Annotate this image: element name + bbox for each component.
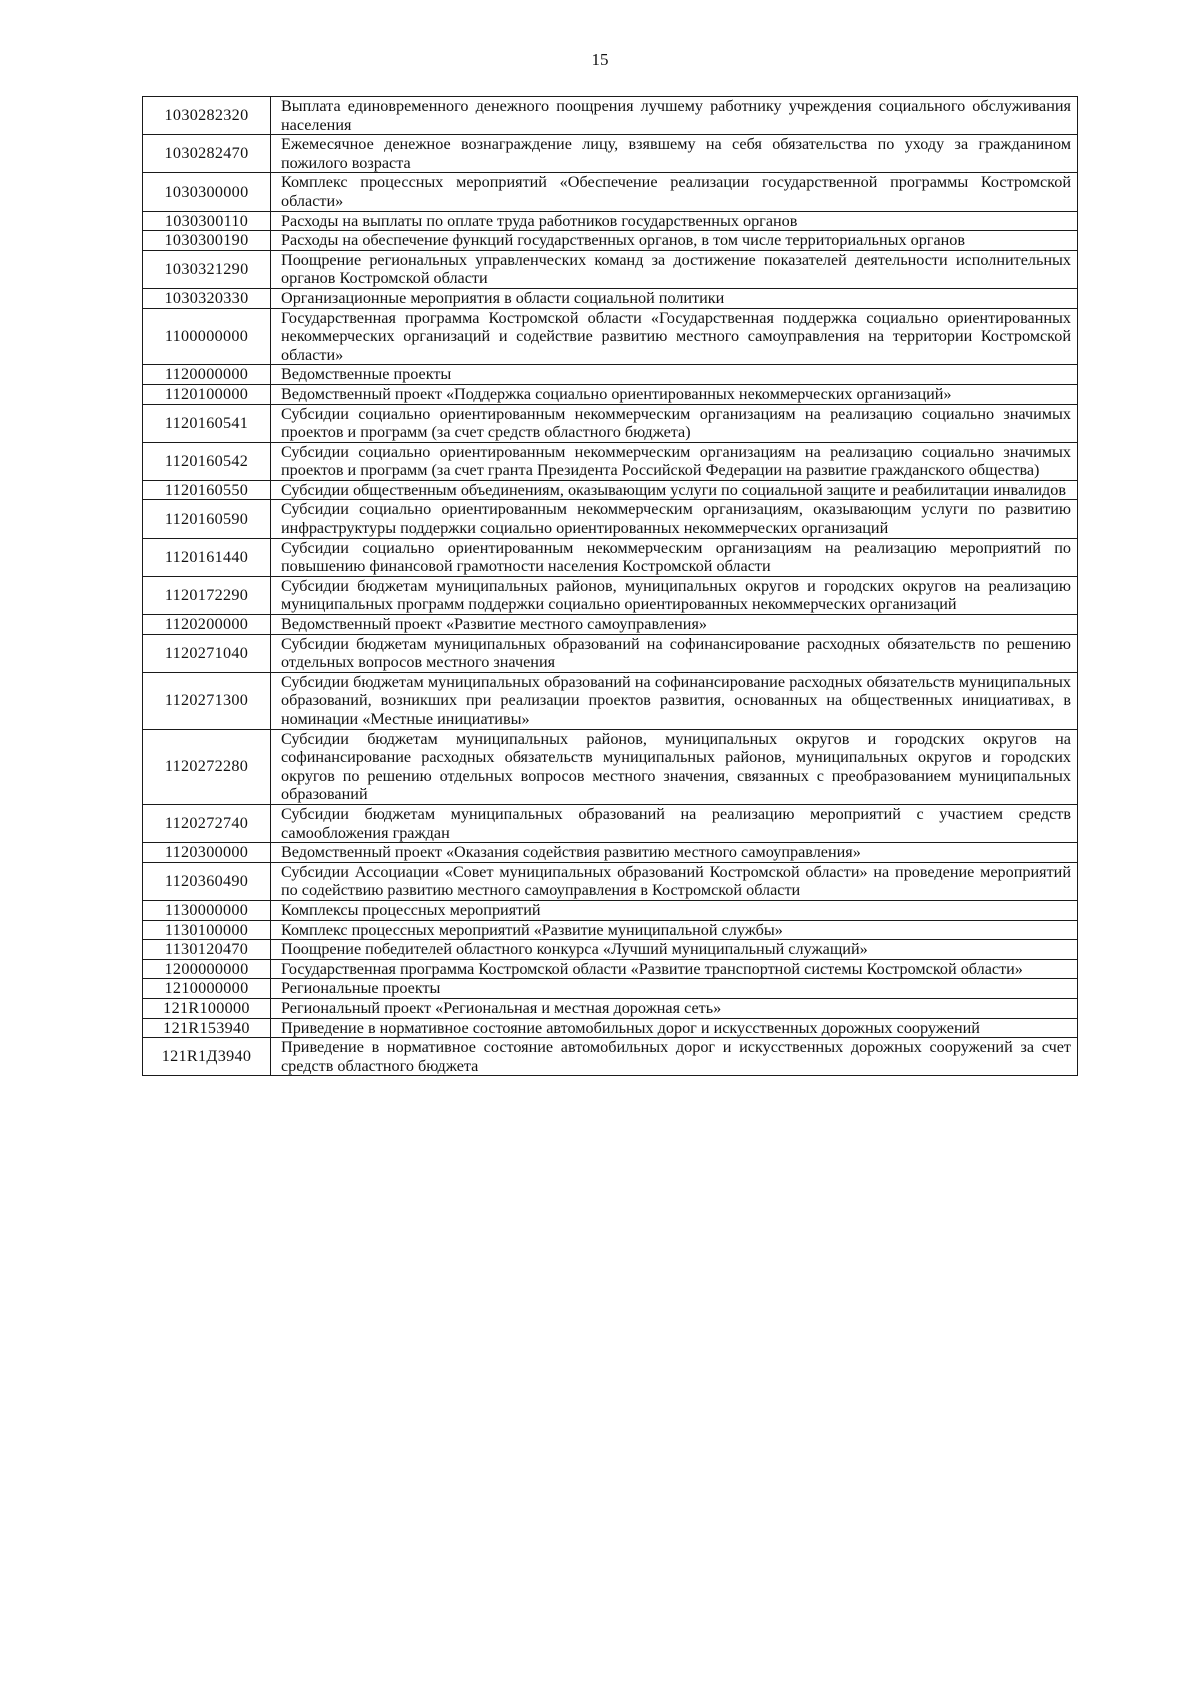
budget-code-cell: 1120160550 bbox=[143, 480, 271, 500]
budget-code-cell: 1120160590 bbox=[143, 500, 271, 538]
table-row bbox=[143, 173, 1078, 211]
budget-code-cell: 1030282320 bbox=[143, 97, 271, 135]
expense-name-cell: Комплекс процессных мероприятий «Обеспечение реализации государственной программы Костромской области» bbox=[271, 173, 1078, 211]
budget-code-cell: 1200000000 bbox=[143, 959, 271, 979]
table-row bbox=[143, 288, 1078, 308]
budget-code-cell: 1120300000 bbox=[143, 843, 271, 863]
table-row bbox=[143, 862, 1078, 900]
budget-code-cell: 1120271300 bbox=[143, 672, 271, 729]
expense-name-cell: Субсидии Ассоциации «Совет муниципальных образований Костромской области» на проведение мероприятий по содействию развитию местного самоуправления в Костромской области bbox=[271, 862, 1078, 900]
expense-name-cell: Ежемесячное денежное вознаграждение лицу, взявшему на себя обязательства по уходу за гражданином пожилого возраста bbox=[271, 135, 1078, 173]
expense-name-cell: Приведение в нормативное состояние автомобильных дорог и искусственных дорожных сооружений bbox=[271, 1018, 1078, 1038]
table-row bbox=[143, 135, 1078, 173]
expense-name-cell: Субсидии бюджетам муниципальных районов, муниципальных округов и городских округов на реализацию муниципальных программ поддержки социально ориентированных некоммерческих организаций bbox=[271, 576, 1078, 614]
budget-code-cell: 121R153940 bbox=[143, 1018, 271, 1038]
budget-code-cell: 1100000000 bbox=[143, 308, 271, 365]
table-row bbox=[143, 250, 1078, 288]
budget-code-cell: 1030321290 bbox=[143, 250, 271, 288]
expense-name-cell: Субсидии социально ориентированным некоммерческим организациям на реализацию социально значимых проектов и программ (за счет гранта Президента Российской Федерации на развитие гражданского общества) bbox=[271, 442, 1078, 480]
table-row bbox=[143, 615, 1078, 635]
budget-code-cell: 1120000000 bbox=[143, 365, 271, 385]
table-row bbox=[143, 538, 1078, 576]
table-row bbox=[143, 900, 1078, 920]
expense-name-cell: Субсидии общественным объединениям, оказывающим услуги по социальной защите и реабилитации инвалидов bbox=[271, 480, 1078, 500]
expense-name-cell: Субсидии бюджетам муниципальных образований на софинансирование расходных обязательств муниципальных образований, возникших при реализации проектов развития, основанных на общественных инициативах, в номинации «Местные инициативы» bbox=[271, 672, 1078, 729]
expense-name-cell: Субсидии бюджетам муниципальных образований на софинансирование расходных обязательств по решению отдельных вопросов местного значения bbox=[271, 634, 1078, 672]
budget-code-cell: 1130100000 bbox=[143, 920, 271, 940]
expense-name-cell: Ведомственный проект «Поддержка социально ориентированных некоммерческих организаций» bbox=[271, 384, 1078, 404]
expense-name-cell: Субсидии социально ориентированным некоммерческим организациям на реализацию социально значимых проектов и программ (за счет средств областного бюджета) bbox=[271, 404, 1078, 442]
table-row bbox=[143, 404, 1078, 442]
table-row bbox=[143, 480, 1078, 500]
expense-name-cell: Комплекс процессных мероприятий «Развитие муниципальной службы» bbox=[271, 920, 1078, 940]
table-row bbox=[143, 804, 1078, 842]
expense-name-cell: Ведомственный проект «Оказания содействия развитию местного самоуправления» bbox=[271, 843, 1078, 863]
expense-name-cell: Государственная программа Костромской области «Государственная поддержка социально ориентированных некоммерческих организаций и содействие развитию местного самоуправления на территории Костромской области» bbox=[271, 308, 1078, 365]
table-row bbox=[143, 1038, 1078, 1076]
expense-name-cell: Поощрение региональных управленческих команд за достижение показателей деятельности исполнительных органов Костромской области bbox=[271, 250, 1078, 288]
expense-name-cell: Государственная программа Костромской области «Развитие транспортной системы Костромской области» bbox=[271, 959, 1078, 979]
expense-name-cell: Организационные мероприятия в области социальной политики bbox=[271, 288, 1078, 308]
budget-code-cell: 1120172290 bbox=[143, 576, 271, 614]
budget-code-cell: 1210000000 bbox=[143, 979, 271, 999]
budget-code-cell: 1130120470 bbox=[143, 940, 271, 960]
table-row bbox=[143, 442, 1078, 480]
table-row bbox=[143, 97, 1078, 135]
expense-name-cell: Региональные проекты bbox=[271, 979, 1078, 999]
expense-name-cell: Комплексы процессных мероприятий bbox=[271, 900, 1078, 920]
budget-code-cell: 1130000000 bbox=[143, 900, 271, 920]
expense-name-cell: Субсидии социально ориентированным некоммерческим организациям на реализацию мероприятий по повышению финансовой грамотности населения Костромской области bbox=[271, 538, 1078, 576]
table-row bbox=[143, 576, 1078, 614]
table-row bbox=[143, 1018, 1078, 1038]
expense-name-cell: Субсидии бюджетам муниципальных образований на реализацию мероприятий с участием средств самообложения граждан bbox=[271, 804, 1078, 842]
table-row bbox=[143, 500, 1078, 538]
table-row bbox=[143, 231, 1078, 251]
budget-code-cell: 1120161440 bbox=[143, 538, 271, 576]
table-row bbox=[143, 634, 1078, 672]
expense-name-cell: Поощрение победителей областного конкурса «Лучший муниципальный служащий» bbox=[271, 940, 1078, 960]
budget-code-cell: 1030282470 bbox=[143, 135, 271, 173]
budget-code-cell: 121R100000 bbox=[143, 998, 271, 1018]
table-row bbox=[143, 211, 1078, 231]
expense-name-cell: Региональный проект «Региональная и местная дорожная сеть» bbox=[271, 998, 1078, 1018]
budget-code-cell: 1120160541 bbox=[143, 404, 271, 442]
expense-name-cell: Выплата единовременного денежного поощрения лучшему работнику учреждения социального обслуживания населения bbox=[271, 97, 1078, 135]
expense-name-cell: Расходы на обеспечение функций государственных органов, в том числе территориальных органов bbox=[271, 231, 1078, 251]
budget-code-cell: 1120200000 bbox=[143, 615, 271, 635]
table-row bbox=[143, 729, 1078, 804]
budget-code-cell: 1120272740 bbox=[143, 804, 271, 842]
budget-code-cell: 1120271040 bbox=[143, 634, 271, 672]
expense-name-cell: Приведение в нормативное состояние автомобильных дорог и искусственных дорожных сооружений за счет средств областного бюджета bbox=[271, 1038, 1078, 1076]
budget-code-cell: 1120100000 bbox=[143, 384, 271, 404]
table-row bbox=[143, 365, 1078, 385]
table-row bbox=[143, 959, 1078, 979]
table-row bbox=[143, 308, 1078, 365]
budget-code-cell: 1030300110 bbox=[143, 211, 271, 231]
budget-code-cell: 1120272280 bbox=[143, 729, 271, 804]
budget-code-cell: 121R1Д3940 bbox=[143, 1038, 271, 1076]
budget-code-cell: 1120160542 bbox=[143, 442, 271, 480]
table-row bbox=[143, 979, 1078, 999]
table-row bbox=[143, 940, 1078, 960]
expense-name-cell: Ведомственный проект «Развитие местного самоуправления» bbox=[271, 615, 1078, 635]
budget-code-cell: 1030320330 bbox=[143, 288, 271, 308]
budget-codes-table bbox=[142, 96, 1078, 1076]
page-number: 15 bbox=[591, 50, 609, 69]
table-row bbox=[143, 920, 1078, 940]
table-row bbox=[143, 672, 1078, 729]
table-body bbox=[143, 97, 1078, 1076]
expense-name-cell: Субсидии бюджетам муниципальных районов, муниципальных округов и городских округов на софинансирование расходных обязательств муниципальных районов, муниципальных округов и городских округов по решению отдельных вопросов местного значения, связанных с преобразованием муниципальных образований bbox=[271, 729, 1078, 804]
budget-code-cell: 1120360490 bbox=[143, 862, 271, 900]
table-row bbox=[143, 384, 1078, 404]
expense-name-cell: Ведомственные проекты bbox=[271, 365, 1078, 385]
budget-code-cell: 1030300190 bbox=[143, 231, 271, 251]
table-row bbox=[143, 843, 1078, 863]
budget-code-cell: 1030300000 bbox=[143, 173, 271, 211]
table-row bbox=[143, 998, 1078, 1018]
expense-name-cell: Субсидии социально ориентированным некоммерческим организациям, оказывающим услуги по развитию инфраструктуры поддержки социально ориентированных некоммерческих организаций bbox=[271, 500, 1078, 538]
expense-name-cell: Расходы на выплаты по оплате труда работников государственных органов bbox=[271, 211, 1078, 231]
